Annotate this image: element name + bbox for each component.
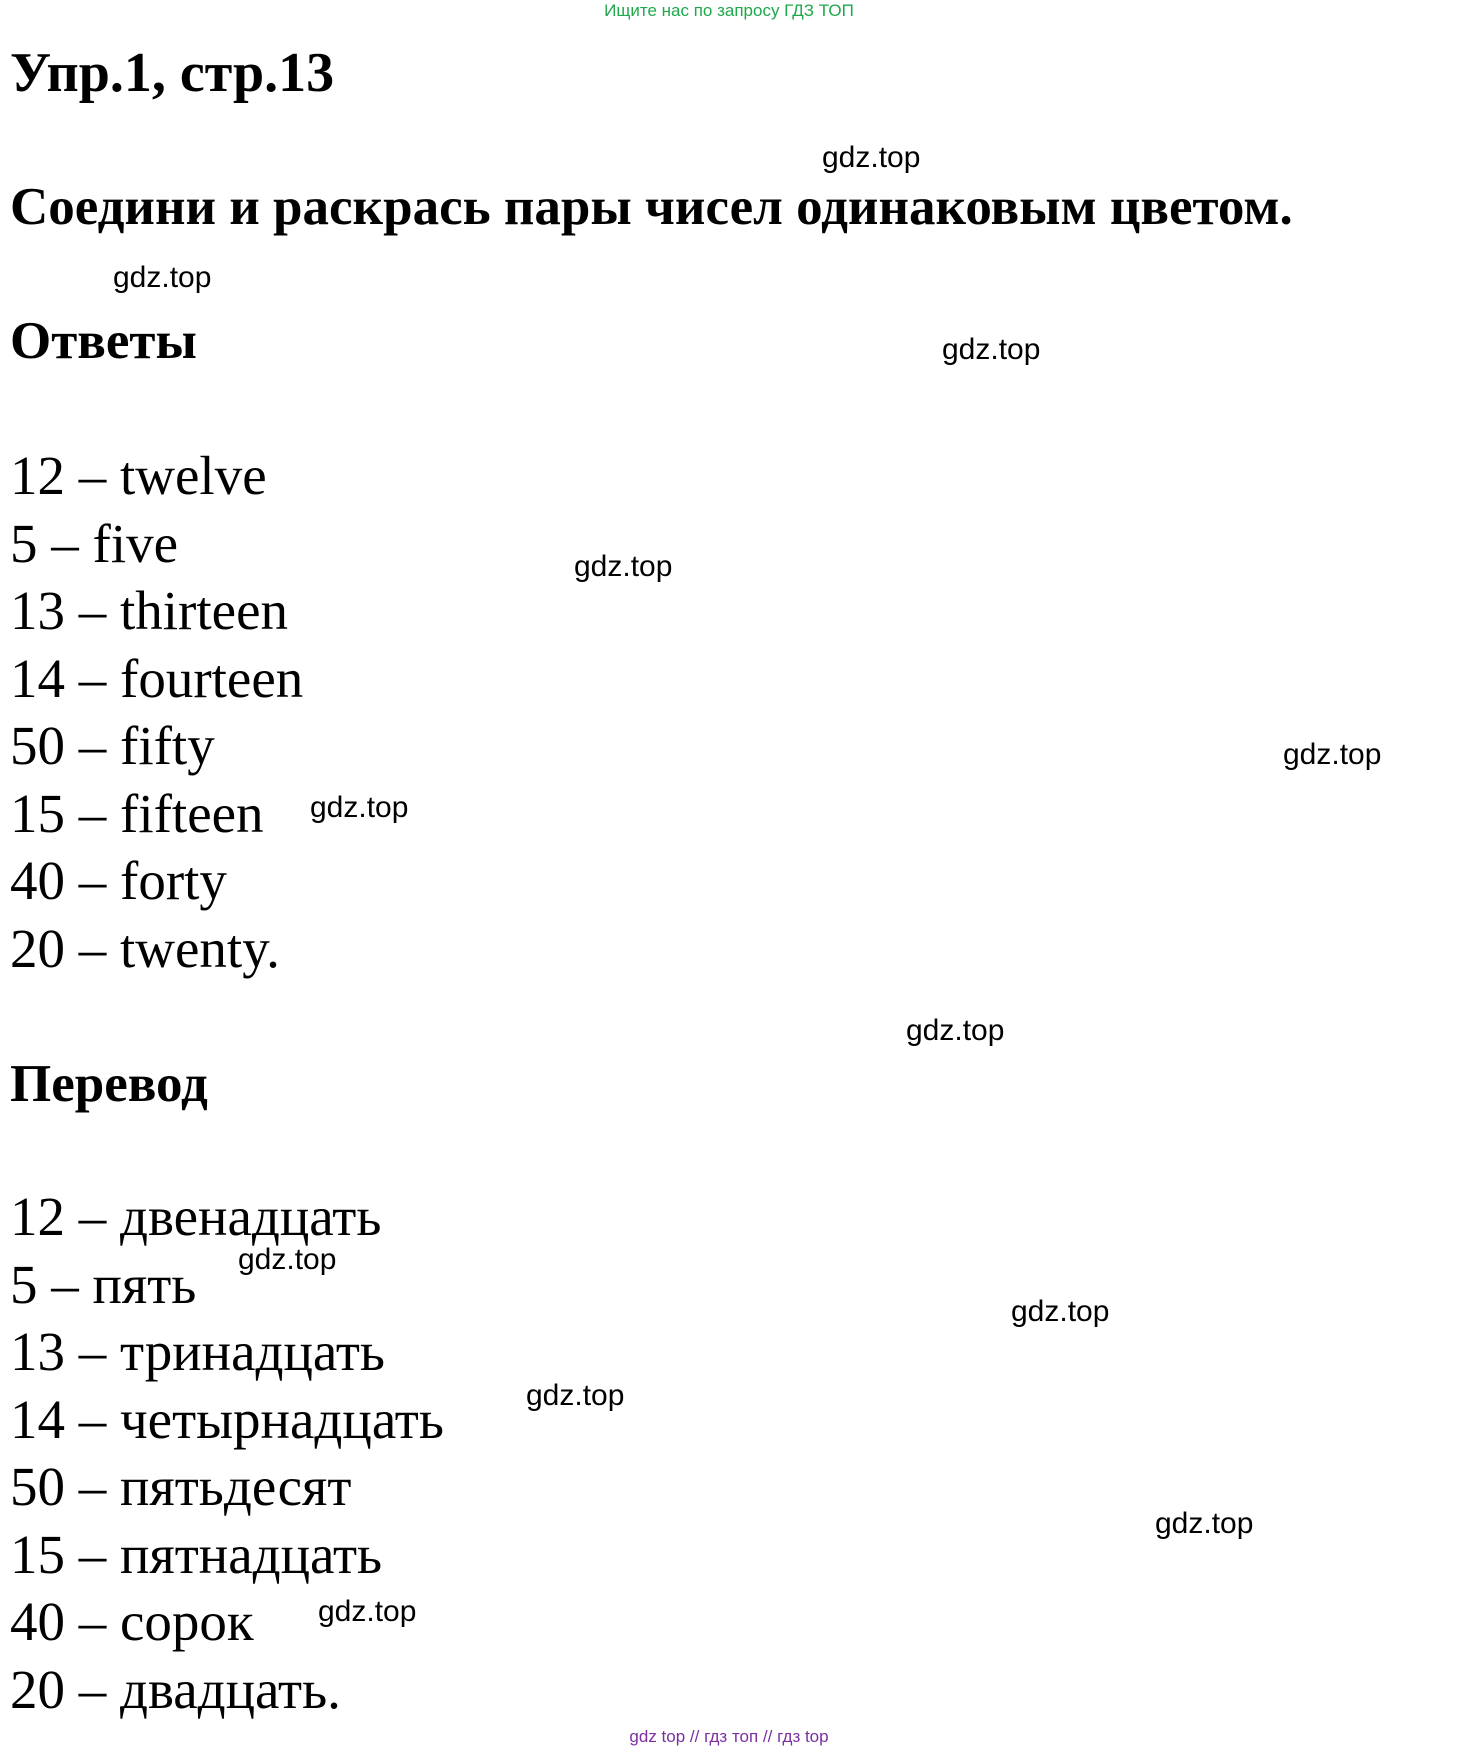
watermark: gdz.top (1155, 1507, 1254, 1540)
watermark: gdz.top (526, 1379, 625, 1412)
watermark: gdz.top (942, 333, 1041, 366)
translation-item: 13 – тринадцать (10, 1321, 386, 1382)
translation-item: 12 – двенадцать (10, 1186, 382, 1247)
task-instruction: Соедини и раскрась пары чисел одинаковым цветом. (10, 178, 1293, 236)
watermark: gdz.top (1283, 738, 1382, 771)
answer-item: 20 – twenty. (10, 917, 280, 979)
page-title: Упр.1, стр.13 (10, 42, 335, 104)
translation-item: 20 – двадцать. (10, 1658, 341, 1720)
translation-list (10, 1183, 444, 1723)
top-banner: Ищите нас по запросу ГДЗ ТОП (604, 1, 854, 20)
answer-item: 15 – fifteen (10, 782, 264, 844)
answers-heading: Ответы (10, 312, 197, 370)
answer-item: 14 – fourteen (10, 647, 304, 709)
watermark: gdz.top (822, 141, 921, 174)
translation-item: 40 – сорок (10, 1591, 254, 1652)
watermark: gdz.top (906, 1014, 1005, 1047)
answers-list (10, 442, 303, 982)
translation-item: 15 – пятнадцать (10, 1523, 383, 1585)
translation-heading: Перевод (10, 1055, 208, 1113)
answer-item: 13 – thirteen (10, 580, 288, 641)
watermark: gdz.top (318, 1595, 417, 1628)
translation-item: 5 – пять (10, 1253, 197, 1315)
watermark: gdz.top (1011, 1295, 1110, 1328)
footer-banner: gdz top // гдз топ // гдз top (629, 1727, 829, 1746)
watermark: gdz.top (310, 791, 409, 824)
translation-item: 50 – пятьдесят (10, 1456, 352, 1517)
watermark: gdz.top (238, 1243, 337, 1276)
answer-item: 5 – five (10, 512, 179, 574)
watermark: gdz.top (113, 261, 212, 294)
watermark: gdz.top (574, 550, 673, 583)
translation-item: 14 – четырнадцать (10, 1388, 444, 1450)
answer-item: 12 – twelve (10, 445, 267, 506)
answer-item: 40 – forty (10, 850, 227, 911)
answer-item: 50 – fifty (10, 715, 215, 776)
